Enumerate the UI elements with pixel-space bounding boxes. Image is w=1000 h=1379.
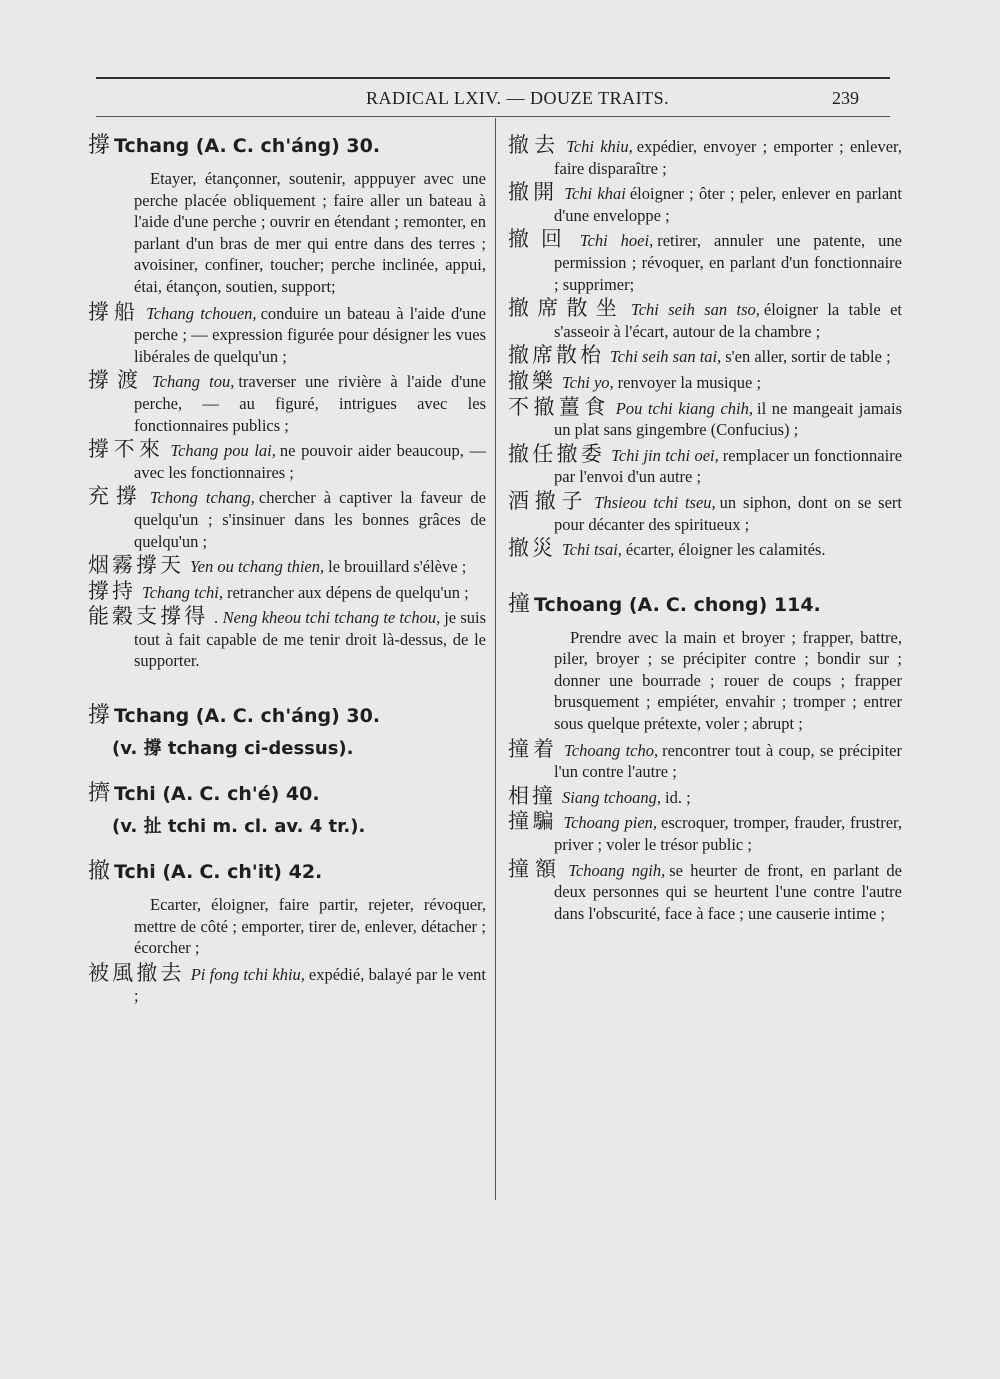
left-column [88, 132, 486, 1007]
compound-definition: un siphon, dont on se sert pour décanter des spiritueux ; [554, 492, 903, 534]
headword-romanization: Tchi (A. [114, 861, 194, 884]
compound-characters: 充撐 [88, 484, 144, 509]
compound-entry [508, 298, 902, 342]
headword-romanization: Tchang (A. [114, 135, 227, 157]
compound-romanization: Tchi khai [564, 184, 626, 204]
compound-definition: il ne mangeait jamais un plat sans gingembre (Confucius) ; [554, 398, 902, 440]
compound-entry [508, 345, 902, 368]
column-divider [495, 118, 496, 1200]
compound-characters: 撤任撤委 [508, 441, 606, 466]
compound-entry [508, 811, 902, 855]
compound-definition: écarter, éloigner les calamités. [625, 540, 826, 560]
compound-definition: éloigner la table et s'asseoir à l'écart, autour de la chambre ; [554, 300, 903, 341]
compound-characters: 相撞 [508, 783, 556, 808]
headword-tchang [88, 132, 486, 160]
headword-reference: C. ch'áng) 30. [232, 135, 381, 157]
compound-entry [508, 441, 903, 488]
compound-definition: chercher à captiver la faveur de quelqu'un ; s'insinuer dans les bonnes grâces de quelqu'un ; [134, 488, 487, 551]
definition: Prendre avec la main et broyer ; frapper, battre, piler, broyer ; se précipiter contre ; bondir sur ; donner une bourrade ; rouer de coups ; frapper brusquement ; empiéter, envahir ; tromper ; entrer sous quelque prétexte, voler ; abrupt ; [554, 627, 902, 734]
compound-definition: se heurter de front, en parlant de deux personnes qui se heurtent l'une contre l'autre dans l'obscurité, face à face ; une causerie intime ; [554, 860, 903, 923]
compound-definition: traverser une rivière à l'aide d'une perche, — au figuré, intrigues avec les fonctionnaires publics ; [134, 372, 486, 435]
compound-characters: 烟霧撐天 [88, 553, 184, 578]
compound-definition: expédier, envoyer ; emporter ; enlever, faire disparaître ; [554, 137, 902, 178]
compound-romanization: Tchang tou, [152, 372, 235, 392]
compound-entry [88, 555, 486, 578]
compound-entry [88, 370, 486, 436]
headword-tchi [88, 858, 486, 886]
headword-reference: C. chong) 114. [665, 593, 821, 616]
compound-romanization: Tchoang ngih, [568, 860, 666, 880]
compound-entry [508, 736, 903, 783]
headword-romanization: Tchoang (A. [534, 593, 660, 616]
compound-romanization: Tchang pou lai, [170, 441, 276, 461]
compound-definition: rencontrer tout à coup, se précipiter l'un contre l'autre ; [554, 740, 903, 782]
right-column [508, 132, 902, 924]
header-rule [96, 116, 890, 117]
page-number: 239 [832, 88, 859, 108]
compound-characters: 撤樂 [508, 368, 556, 393]
compound-definition: conduire un bateau à l'aide d'une perche ; — expression figurée pour désigner les vues libérales de quelqu'un ; [134, 303, 487, 366]
compound-romanization: Tchoang tcho, [564, 740, 659, 760]
compound-definition: renvoyer la musique ; [617, 372, 762, 392]
compound-definition: retirer, annuler une patente, une permission ; révoquer, en parlant d'un fonctionnaire ; supprimer; [554, 231, 903, 294]
top-rule [96, 77, 890, 79]
compound-characters: 撐不來 [88, 437, 165, 462]
compound-romanization: . Neng kheou tchi tchang te tchou, [214, 608, 441, 628]
compound-romanization: Tchi khiu, [566, 137, 633, 156]
compound-definition: escroquer, tromper, frauder, frustrer, priver ; voler le trésor public ; [554, 813, 902, 855]
headword-reference: C. ch'it) 42. [199, 861, 323, 884]
compound-characters: 撤席散坐 [508, 296, 626, 321]
compound-romanization: Tchang tchi, [142, 582, 223, 602]
compound-characters: 撐渡 [88, 368, 147, 393]
cross-reference: (v. 撐 tchang ci-dessus). [112, 738, 354, 760]
headword-character: 撐 [88, 133, 111, 158]
headword-romanization: Tchi (A. [114, 783, 194, 806]
headword-tchoang [508, 591, 902, 619]
compound-characters: 撤席散枱 [508, 343, 604, 368]
compound-definition: expédié, balayé par le vent ; [134, 964, 486, 1006]
compound-characters: 撐持 [88, 578, 136, 603]
compound-characters: 能穀支撐得 [88, 604, 209, 629]
compound-definition: éloigner ; ôter ; peler, enlever en parlant d'une enveloppe ; [554, 184, 903, 225]
compound-entry [508, 856, 903, 925]
headword-reference: C. ch'é) 40. [199, 783, 320, 806]
compound-romanization: Tchi hoei, [579, 231, 654, 251]
compound-definition: retrancher aux dépens de quelqu'un ; [226, 582, 469, 602]
compound-entry [508, 135, 902, 179]
compound-romanization: Tchi tsai, [562, 540, 622, 560]
compound-romanization: Tchi seih san tso, [631, 300, 760, 320]
compound-entry [88, 578, 486, 604]
compound-definition: ne pouvoir aider beaucoup, — avec les fonctionnaires ; [134, 441, 487, 482]
compound-romanization: Yen ou tchang thien, [190, 557, 325, 577]
compound-characters: 撞額 [508, 856, 563, 881]
compound-entry [508, 538, 902, 561]
compound-characters: 撤回 [508, 227, 574, 252]
compound-romanization: Pou tchi kiang chih, [615, 398, 753, 418]
headword-character: 撤 [88, 859, 111, 885]
compound-romanization: Tchong tchang, [149, 488, 255, 508]
compound-entry [508, 394, 902, 441]
headword-character: 擠 [88, 781, 111, 807]
compound-romanization: Tchi seih san tai, [610, 347, 722, 367]
definition: Ecarter, éloigner, faire partir, rejeter, révoquer, mettre de côté ; emporter, tirer de, enlever, détacher ; écorcher ; [134, 895, 486, 958]
compound-definition: id. ; [665, 787, 691, 807]
compound-romanization: Tchi yo, [562, 372, 614, 392]
headword-character: 撐 [88, 703, 111, 729]
cross-reference: (v. 扯 tchi m. cl. av. 4 tr.). [112, 816, 366, 838]
compound-definition: s'en aller, sortir de table ; [725, 347, 891, 367]
headword-character: 撞 [508, 591, 531, 617]
compound-entry [508, 368, 902, 394]
running-header: RADICAL LXIV. — DOUZE TRAITS. [366, 88, 670, 108]
compound-characters: 撤災 [508, 536, 556, 561]
compound-entry [88, 960, 486, 1007]
compound-characters: 酒撤子 [508, 488, 589, 513]
headword-romanization: Tchang (A. [114, 705, 227, 728]
compound-definition: je suis tout à fait capable de me tenir droit là-dessus, de le supporter. [134, 608, 486, 671]
compound-entry [88, 606, 486, 672]
compound-entry [508, 229, 902, 295]
headword-reference: C. ch'áng) 30. [232, 705, 381, 728]
compound-romanization: Pi fong tchi khiu, [190, 964, 305, 984]
definition: Etayer, étançonner, soutenir, apppuyer avec une perche placée obliquement ; faire aller un bateau à l'aide d'une perche ; ouvrir en étendant ; remonter, en parlant d'un bras de mer qui entre dans des terres ; avoisiner, confiner, toucher; perche inclinée, appui, étai, étançon, soutien, support; [134, 169, 486, 296]
compound-characters: 撐船 [88, 299, 141, 324]
compound-characters: 被風撤去 [88, 960, 185, 985]
compound-characters: 撞着 [508, 736, 559, 761]
compound-entry [508, 488, 903, 535]
compound-definition: le brouillard s'élève ; [328, 557, 467, 577]
compound-entry [88, 299, 487, 368]
headword-tchi-variant [88, 780, 486, 808]
compound-characters: 撤開 [508, 180, 559, 205]
headword-tchang-variant [88, 702, 486, 730]
compound-romanization: Thsieou tchi tseu, [594, 492, 716, 512]
compound-romanization: Tchang tchouen, [146, 303, 257, 323]
compound-characters: 不撤薑食 [508, 394, 610, 419]
compound-definition: remplacer un fonctionnaire par l'envoi d'un autre ; [554, 445, 903, 487]
compound-entry [88, 486, 486, 552]
compound-romanization: Tchi jin tchi oei, [611, 445, 719, 465]
compound-romanization: Tchoang pien, [563, 813, 658, 833]
compound-entry [508, 783, 902, 809]
compound-characters: 撤去 [508, 133, 561, 157]
compound-characters: 撞騙 [508, 809, 558, 834]
compound-entry [508, 182, 902, 226]
compound-entry [88, 439, 486, 483]
compound-romanization: Siang tchoang, [562, 787, 661, 807]
